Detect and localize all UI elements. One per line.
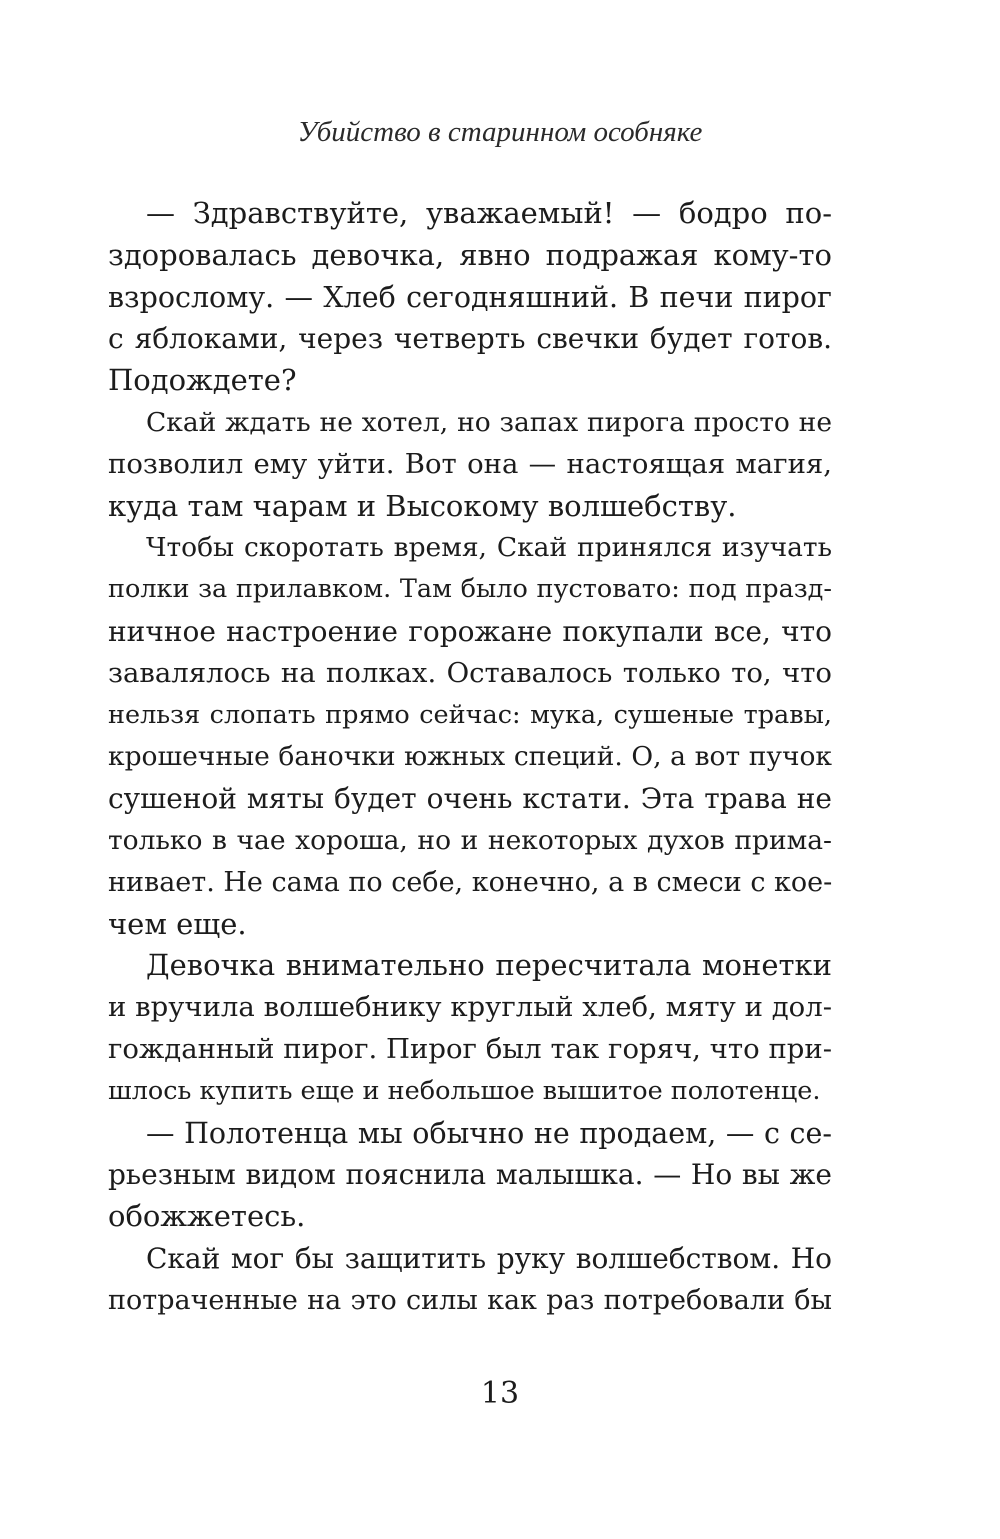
text-line: гожданный пирог. Пирог был так горяч, что при- <box>108 1032 832 1065</box>
body-text <box>108 193 832 1322</box>
text-line: Скай ждать не хотел, но запах пирога просто не <box>146 406 832 438</box>
text-line: Чтобы скоротать время, Скай принялся изучать <box>146 532 832 564</box>
text-line: обожжетесь. <box>108 1199 306 1234</box>
text-line: взрослому. — Хлеб сегодняшний. В печи пирог <box>108 280 832 314</box>
text-line: и вручила волшебнику круглый хлеб, мяту и дол- <box>108 991 832 1024</box>
text-line: — Здравствуйте, уважаемый! — бодро по- <box>146 196 832 230</box>
text-line: Скай мог бы защитить руку волшебством. Но <box>146 1241 832 1275</box>
text-line: — Полотенца мы обычно не продаем, — с се- <box>146 1116 832 1150</box>
text-line: потраченные на это силы как раз потребовали бы <box>108 1284 832 1316</box>
text-line: чем еще. <box>108 906 247 941</box>
text-line: Подождете? <box>108 363 297 398</box>
text-line: крошечные баночки южных специй. О, а вот пучок <box>108 741 832 773</box>
text-line: полки за прилавком. Там было пустовато: под празд- <box>108 574 832 605</box>
page-number: 13 <box>480 1376 520 1411</box>
text-line: ничное настроение горожане покупали все, что <box>108 614 832 648</box>
running-head: Убийство в старинном особняке <box>297 116 703 148</box>
text-line: завалялось на полках. Оставалось только то, что <box>108 656 832 689</box>
text-line: здоровалась девочка, явно подражая кому-то <box>108 237 832 272</box>
text-line: куда там чарам и Высокому волшебству. <box>108 488 737 523</box>
text-line: сушеной мяты будет очень кстати. Эта трава не <box>108 782 832 816</box>
text-line: позволил ему уйти. Вот она — настоящая магия, <box>108 447 832 480</box>
text-line: нивает. Не сама по себе, конечно, а в смеси с кое- <box>108 866 833 898</box>
text-line: нельзя слопать прямо сейчас: мука, сушеные травы, <box>108 699 832 730</box>
text-line: с яблоками, через четверть свечки будет готов. <box>108 322 832 356</box>
text-line: только в чае хороша, но и некоторых духов прима- <box>108 824 832 856</box>
text-line: рьезным видом пояснила малышка. — Но вы же <box>108 1158 832 1192</box>
text-line: Девочка внимательно пересчитала монетки <box>146 948 832 983</box>
text-line: шлось купить еще и небольшое вышитое полотенце. <box>108 1075 821 1106</box>
